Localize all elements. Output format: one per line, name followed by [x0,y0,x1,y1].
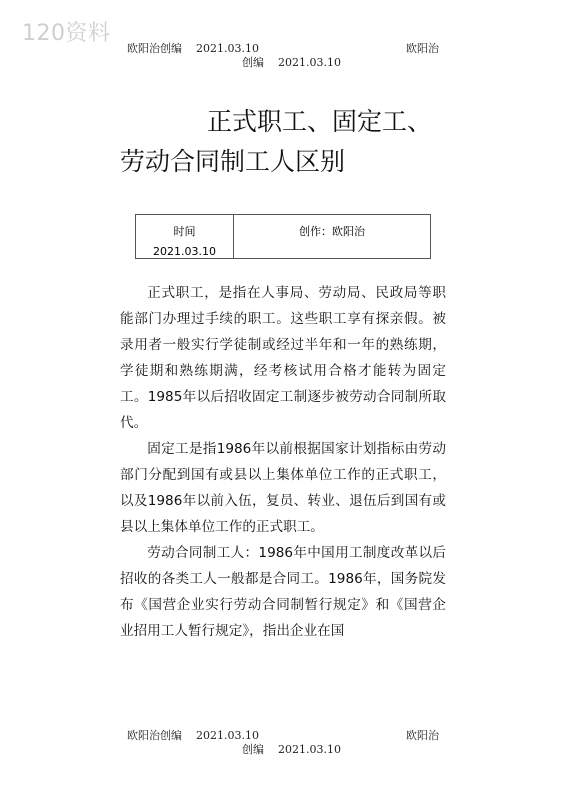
title-line-2: 劳动合同制工人区别 [120,147,346,176]
header-second-line: 创编 2021.03.10 [242,56,341,69]
body-text [120,280,446,644]
footer-left: 欧阳治创编 2021.03.10 [127,729,259,742]
footer-right: 欧阳治 [406,729,439,742]
author-cell [234,215,431,259]
document-title [120,102,450,182]
time-value: 2021.03.10 [153,245,216,258]
header-right: 欧阳治 [406,42,439,55]
header-left: 欧阳治创编 2021.03.10 [127,42,259,55]
footer-second-line: 创编 2021.03.10 [242,743,341,756]
title-line-1: 正式职工、固定工、 [207,107,433,136]
author-label: 创作：欧阳治 [299,225,365,238]
meta-table [135,214,431,259]
paragraph-1: 正式职工，是指在人事局、劳动局、民政局等职能部门办理过手续的职工。这些职工享有探亲假。被录用者一般实行学徒制或经过半年和一年的熟练期，学徒期和熟练期满，经考核试用合格才能转为固定工。1985年以后招收固定工制逐步被劳动合同制所取代。 [120,285,446,431]
watermark: 120资料 [22,21,111,46]
paragraph-3: 劳动合同制工人：1986年中国用工制度改革以后招收的各类工人一般都是合同工。1986年，国务院发布《国营企业实行劳动合同制暂行规定》和《国营企业招用工人暂行规定》，指出企业在国 [120,545,446,639]
time-label: 时间 [173,225,196,238]
time-cell [136,215,234,259]
paragraph-2: 固定工是指1986年以前根据国家计划指标由劳动部门分配到国有或县以上集体单位工作的正式职工，以及1986年以前入伍，复员、转业、退伍后到国有或县以上集体单位工作的正式职工。 [120,441,446,535]
